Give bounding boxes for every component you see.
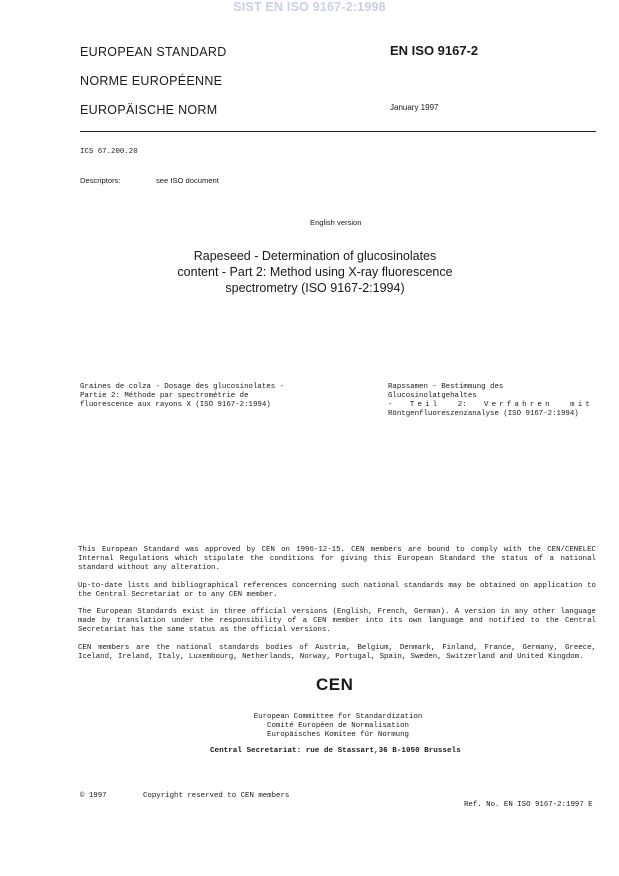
reference-number: Ref. No. EN ISO 9167-2:1997 E xyxy=(464,801,593,809)
document-title xyxy=(150,248,480,296)
references-paragraph: Up-to-date lists and bibliographical references concerning such national standards may be obtained on application to the Central Secretariat or to any CEN member. xyxy=(78,582,596,599)
copyright-text: Copyright reserved to CEN members xyxy=(143,792,290,800)
german-title-line: - Teil 2: Verfahren mit xyxy=(388,401,593,409)
german-title-line: Röntgenfluoreszenzanalyse (ISO 9167-2:1994) xyxy=(388,410,579,418)
versions-paragraph: The European Standards exist in three official versions (English, French, German). A version in any other language made by translation under the responsibility of a CEN member into its own language and notified to the Central Secretariat has the same status as the official versions. xyxy=(78,608,596,634)
french-title-line: Partie 2: Méthode par spectrométrie de xyxy=(80,392,249,400)
french-title-line: Graines de colza - Dosage des glucosinolates - xyxy=(80,383,285,391)
copyright-year: © 1997 xyxy=(80,792,107,800)
central-secretariat: Central Secretariat: rue de Stassart,36 B-1050 Brussels xyxy=(210,747,461,755)
cen-name-de: Europäisches Komitee für Normung xyxy=(267,731,409,739)
header-europaische-norm: EUROPÄISCHE NORM xyxy=(80,103,218,117)
ics-code: ICS 67.200.20 xyxy=(80,148,138,156)
descriptors-label: Descriptors: xyxy=(80,176,121,185)
title-line: spectrometry (ISO 9167-2:1994) xyxy=(225,281,405,295)
standard-number: EN ISO 9167-2 xyxy=(390,43,479,58)
publication-date: January 1997 xyxy=(390,103,439,112)
header-norme-europeenne: NORME EUROPÉENNE xyxy=(80,74,223,88)
german-title-line: Rapssamen - Bestimmung des Glucosinolatgehaltes xyxy=(388,383,504,400)
descriptors-value: see ISO document xyxy=(156,176,219,185)
french-title xyxy=(80,383,285,410)
watermark: SIST EN ISO 9167-2:1998 xyxy=(233,0,386,14)
cen-name-en: European Committee for Standardization xyxy=(253,713,423,721)
approval-paragraph: This European Standard was approved by CEN on 1996-12-15. CEN members are bound to comply with the CEN/CENELEC Internal Regulations which stipulate the conditions for giving this European Standard the status of a national standard without any alteration. xyxy=(78,546,596,572)
title-line: Rapeseed - Determination of glucosinolates xyxy=(193,249,437,263)
header-divider xyxy=(80,131,596,132)
header-european-standard: EUROPEAN STANDARD xyxy=(80,45,227,59)
cen-names xyxy=(200,713,476,740)
german-title xyxy=(388,383,593,419)
cen-logo: CEN xyxy=(316,675,354,694)
title-line: content - Part 2: Method using X-ray fluorescence xyxy=(177,265,453,279)
cen-name-fr: Comité Européen de Normalisation xyxy=(267,722,409,730)
members-paragraph: CEN members are the national standards bodies of Austria, Belgium, Denmark, Finland, France, Germany, Greece, Iceland, Ireland, Italy, Luxembourg, Netherlands, Norway, Portugal, Spain, Sweden, Switzerland and United Kingdom. xyxy=(78,644,596,661)
french-title-line: fluorescence aux rayons X (ISO 9167-2:1994) xyxy=(80,401,271,409)
version-note: English version xyxy=(310,218,362,227)
